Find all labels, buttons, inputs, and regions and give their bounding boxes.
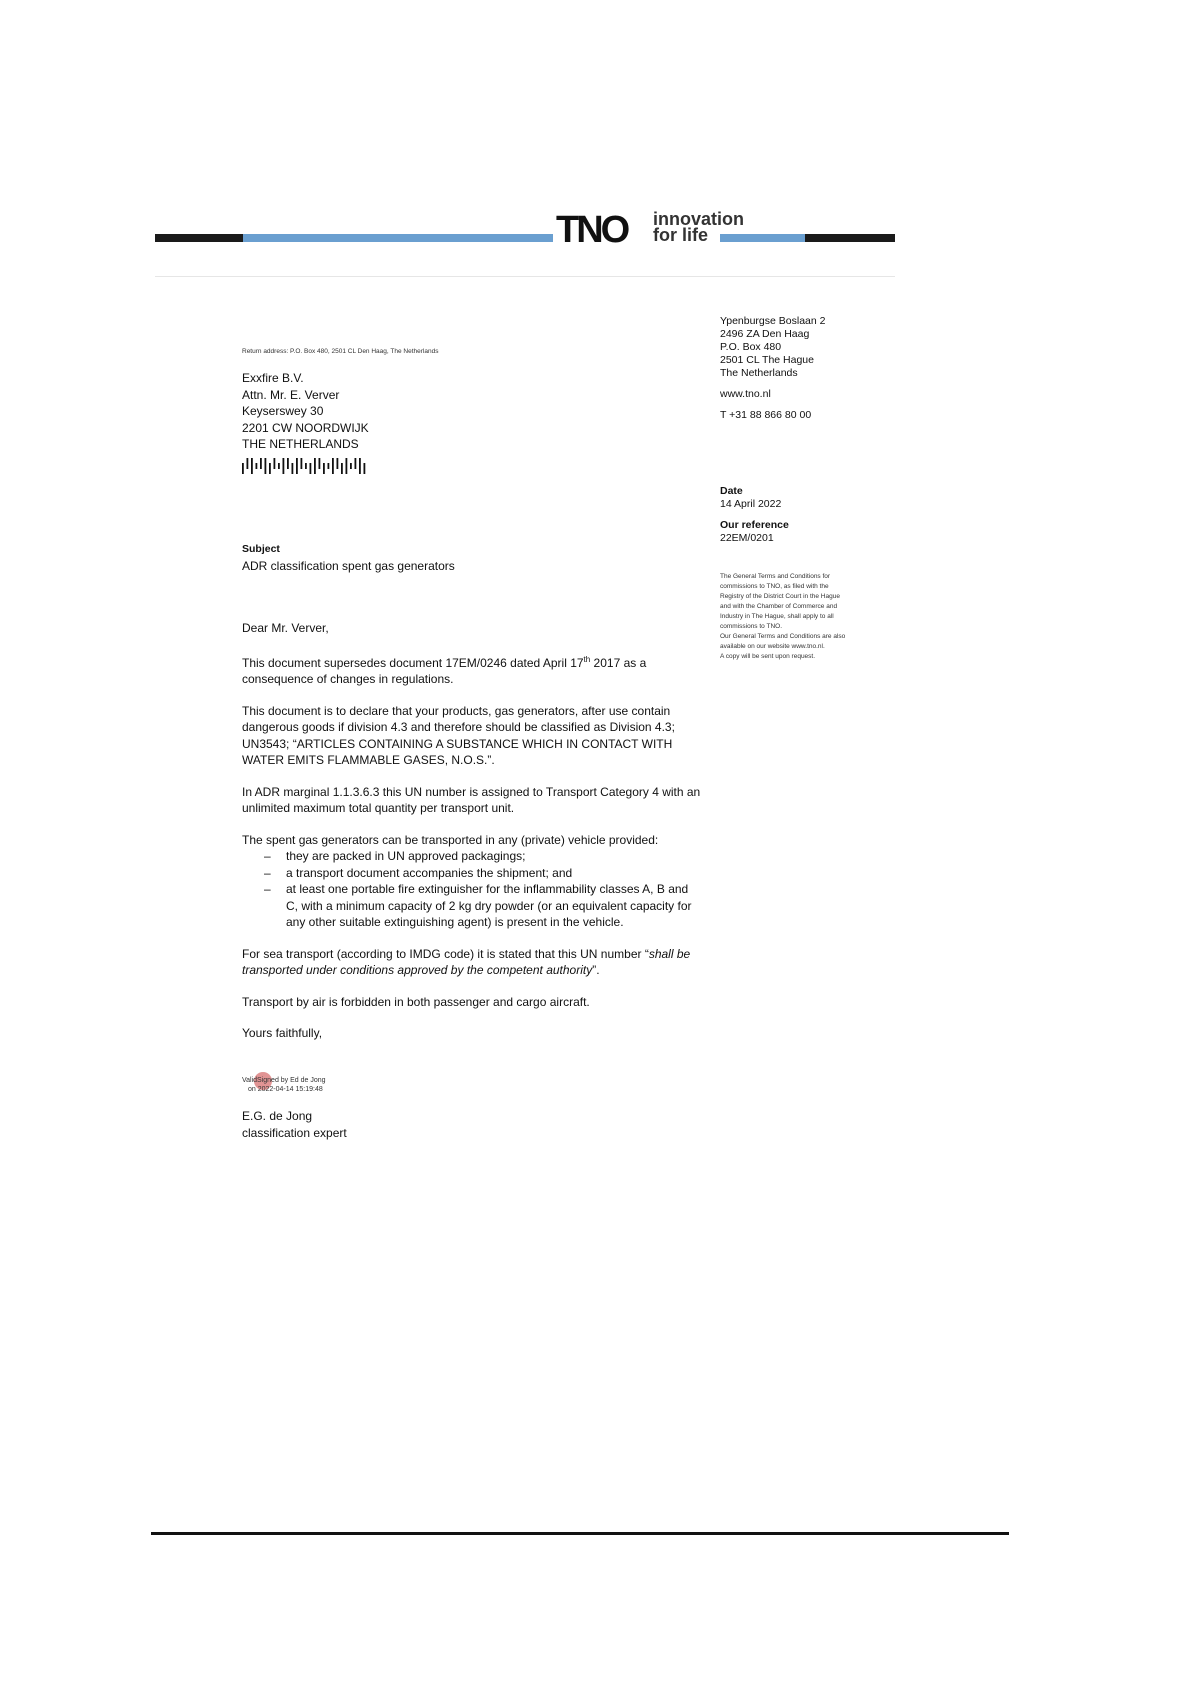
barcode-bar [296, 458, 298, 474]
ordinal-suffix: th [583, 654, 591, 664]
paragraph-conditions [242, 832, 702, 931]
barcode-bar [292, 463, 294, 474]
conditions-list [242, 848, 702, 931]
paragraph-supersedes [242, 652, 702, 688]
subject-value: ADR classification spent gas generators [242, 559, 455, 573]
barcode-bar [251, 458, 253, 474]
terms-line: and with the Chamber of Commerce and [720, 603, 838, 610]
sender-phone: T +31 88 866 80 00 [720, 409, 812, 421]
sender-address-line: The Netherlands [720, 367, 798, 379]
terms-line: Our General Terms and Conditions are also [720, 633, 846, 640]
header-bar-black-left [155, 234, 243, 242]
header-bar-black-right [805, 234, 895, 242]
terms-line: commissions to TNO, as filed with the [720, 583, 829, 590]
barcode-bar [341, 463, 343, 474]
paragraph-air-transport: Transport by air is forbidden in both passenger and cargo aircraft. [242, 994, 590, 1009]
salutation: Dear Mr. Verver, [242, 621, 329, 635]
sender-address-line: P.O. Box 480 [720, 341, 782, 353]
sea-transport-a: For sea transport (according to IMDG code) it is stated that this UN number “ [242, 946, 649, 961]
barcode-bar [319, 458, 321, 469]
terms-line: The General Terms and Conditions for [720, 573, 831, 580]
recipient-line: Keyserswey 30 [242, 404, 324, 418]
postal-barcode [242, 456, 372, 476]
subject-label: Subject [242, 543, 280, 555]
barcode-bar [359, 458, 361, 474]
recipient-address [242, 370, 369, 453]
terms-line: Industry in The Hague, shall apply to all [720, 613, 834, 620]
barcode-bar [278, 463, 280, 469]
barcode-bar [265, 458, 267, 474]
logo-tagline-line2: for life [653, 225, 709, 245]
paragraph-supersedes-a: This document supersedes document 17EM/0246 dated April 17 [242, 655, 584, 670]
header-divider [155, 276, 895, 277]
signer-title: classification expert [242, 1125, 347, 1140]
list-item: – a transport document accompanies the shipment; and [264, 865, 702, 882]
closing: Yours faithfully, [242, 1026, 323, 1040]
barcode-bar [355, 458, 357, 469]
sender-website: www.tno.nl [720, 388, 771, 400]
return-address: Return address: P.O. Box 480, 2501 CL Den Haag, The Netherlands [242, 348, 439, 355]
sender-address [720, 315, 890, 422]
terms-notice [720, 572, 880, 662]
signature-stamp-line2: on 2022-04-14 15:19:48 [248, 1086, 323, 1093]
signer-name: E.G. de Jong [242, 1109, 313, 1123]
logo-mark: TNO [556, 209, 628, 251]
tno-logo [556, 209, 744, 251]
barcode-bar [256, 463, 258, 469]
reference-label: Our reference [720, 519, 789, 531]
recipient-line: Exxfire B.V. [242, 371, 304, 385]
footer-divider [151, 1532, 1009, 1535]
header-bar-blue-left [243, 234, 553, 242]
barcode-bar [337, 458, 339, 469]
signature-stamp-line1: ValidSigned by Ed de Jong [242, 1077, 326, 1084]
barcode-bar [274, 458, 276, 469]
barcode-bar [364, 463, 366, 474]
letter-body [242, 620, 702, 1057]
conditions-intro: The spent gas generators can be transported in any (private) vehicle provided: [242, 832, 659, 847]
sea-transport-b: ”. [592, 963, 600, 977]
barcode-bar [346, 458, 348, 474]
recipient-line: 2201 CW NOORDWIJK [242, 420, 369, 435]
paragraph-adr: In ADR marginal 1.1.3.6.3 this UN number is assigned to Transport Category 4 with an unlimited maximum total quantity per transport unit. [242, 784, 701, 815]
barcode-bar [305, 463, 307, 469]
recipient-line: Attn. Mr. E. Verver [242, 387, 340, 402]
barcode-bar [269, 463, 271, 474]
barcode-bar [350, 463, 352, 469]
reference-value: 22EM/0201 [720, 532, 774, 544]
letter-meta [720, 485, 890, 545]
sender-address-line: 2496 ZA Den Haag [720, 328, 810, 340]
paragraph-declaration: This document is to declare that your products, gas generators, after use contain dangerous goods if division 4.3 and therefore should be classified as Division 4.3; UN3543; “ARTICLES CONTAINING A SUBSTANCE WHICH IN CONTACT WITH WATER EMITS FLAMMABLE GASES, N.O.S.”. [242, 703, 675, 767]
date-value: 14 April 2022 [720, 498, 782, 510]
paragraph-supersedes-b: 2017 as a consequence of changes in regulations. [242, 655, 647, 686]
barcode-bar [310, 463, 312, 474]
logo-tagline-line1: innovation [653, 209, 744, 229]
list-item: – they are packed in UN approved packagings; [264, 848, 702, 865]
barcode-bar [301, 458, 303, 469]
date-label: Date [720, 485, 743, 497]
digital-signature [242, 1072, 362, 1096]
paragraph-sea-transport [242, 946, 702, 979]
header-bar-blue-right [720, 234, 805, 242]
terms-line: available on our website www.tno.nl. [720, 643, 825, 650]
barcode-bar [328, 463, 330, 469]
barcode-bar [287, 458, 289, 469]
barcode-bar [242, 463, 244, 474]
signer-block [242, 1108, 347, 1141]
barcode-bar [323, 463, 325, 474]
barcode-bar [260, 458, 262, 469]
terms-line: A copy will be sent upon request. [720, 653, 816, 660]
sea-transport-quote: shall be transported under conditions approved by the competent authority [242, 946, 691, 977]
list-item: – at least one portable fire extinguisher for the inflammability classes A, B and C, with a minimum capacity of 2 kg dry powder (or an equivalent capacity for any other suitable extinguishing agent) is present in the vehicle. [264, 881, 702, 931]
terms-line: Registry of the District Court in the Hague [720, 593, 840, 600]
barcode-bar [332, 458, 334, 474]
barcode-bar [314, 458, 316, 474]
signature-stamp-text [242, 1076, 326, 1094]
recipient-line: THE NETHERLANDS [242, 437, 359, 451]
barcode-bar [247, 458, 249, 469]
terms-line: commissions to TNO. [720, 623, 783, 630]
sender-address-line: Ypenburgse Boslaan 2 [720, 315, 826, 327]
sender-address-line: 2501 CL The Hague [720, 354, 814, 366]
subject-block [242, 543, 455, 575]
barcode-bar [283, 458, 285, 474]
